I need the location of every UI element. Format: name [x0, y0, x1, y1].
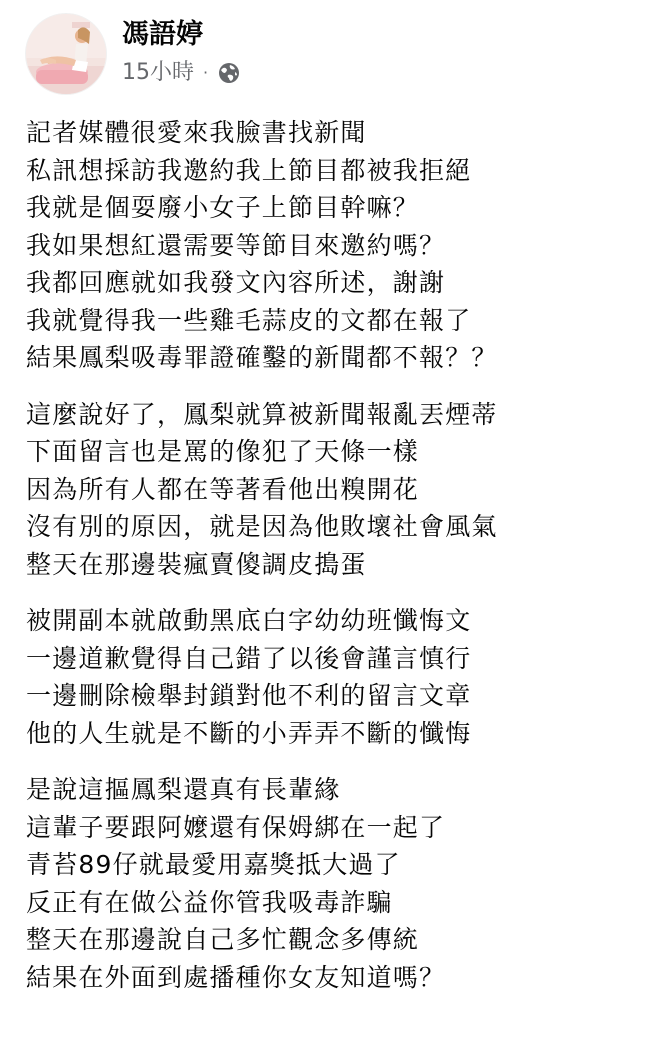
- post-timestamp[interactable]: 15小時: [122, 60, 194, 85]
- post-text-line: 整天在那邊裝瘋賣傻調皮搗蛋: [26, 549, 367, 579]
- post-paragraph: [26, 602, 646, 752]
- post-text-line: 下面留言也是罵的像犯了天條一樣: [26, 437, 420, 466]
- post-header: [26, 14, 241, 98]
- globe-icon[interactable]: [217, 61, 241, 85]
- post-text-line: 這輩子要跟阿嬤還有保姆綁在一起了: [26, 812, 446, 842]
- profile-photo-icon: [26, 14, 106, 94]
- post-text-line: 記者媒體很愛來我臉書找新聞: [26, 118, 367, 147]
- post-text-line: 這麼說好了，鳳梨就算被新聞報亂丟煙蒂: [26, 399, 498, 429]
- post-text-line: 一邊刪除檢舉封鎖對他不利的留言文章: [26, 681, 472, 710]
- post-text-line: 一邊道歉覺得自己錯了以後會謹言慎行: [26, 643, 472, 673]
- post-text-line: 是說這摳鳳梨還真有長輩緣: [26, 775, 341, 804]
- meta-separator: ·: [203, 63, 209, 82]
- post-text-line: 結果鳳梨吸毒罪證確鑿的新聞都不報？？: [26, 343, 498, 372]
- post-text-line: 整天在那邊說自己多忙觀念多傳統: [26, 925, 420, 954]
- post-text-line: 我如果想紅還需要等節目來邀約嗎？: [26, 230, 446, 260]
- post-text-line: 結果在外面到處播種你女友知道嗎？: [26, 962, 446, 992]
- header-text: [122, 14, 241, 86]
- post-text-line: 被開副本就啟動黑底白字幼幼班懺悔文: [26, 606, 472, 635]
- post-body: [26, 114, 646, 1015]
- post-text-line: 因為所有人都在等著看他出糗開花: [26, 474, 420, 504]
- post-paragraph: [26, 114, 646, 377]
- post-text-line: 青苔89仔就最愛用嘉獎抵大過了: [26, 850, 401, 879]
- post-text-line: 反正有在做公益你管我吸毒詐騙: [26, 887, 393, 917]
- post-text-line: 我就是個耍廢小女子上節目幹嘛？: [26, 193, 420, 222]
- post-text-line: 私訊想採訪我邀約我上節目都被我拒絕: [26, 155, 472, 185]
- author-name[interactable]: 馮語婷: [122, 19, 203, 50]
- post-text-line: 我就覺得我一些雞毛蒜皮的文都在報了: [26, 305, 472, 335]
- avatar[interactable]: [26, 14, 106, 94]
- post-paragraph: [26, 771, 646, 996]
- post-text-line: 我都回應就如我發文內容所述，謝謝: [26, 268, 446, 297]
- post-text-line: 他的人生就是不斷的小弄弄不斷的懺悔: [26, 718, 472, 748]
- post-text-line: 沒有別的原因，就是因為他敗壞社會風氣: [26, 512, 498, 541]
- post-meta: [122, 60, 241, 86]
- post-paragraph: [26, 396, 646, 584]
